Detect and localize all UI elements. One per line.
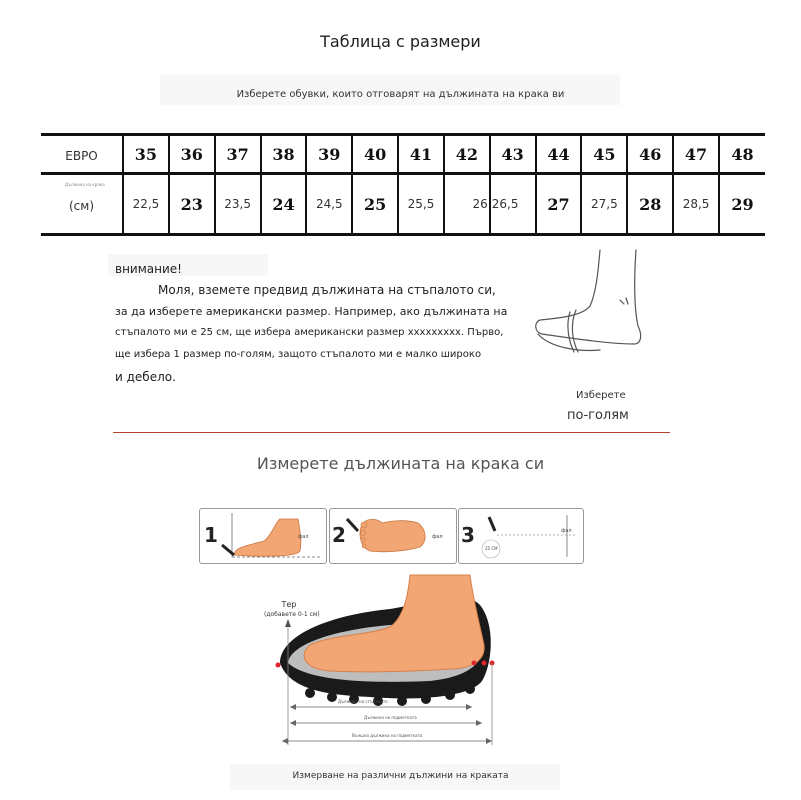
- length-label-sole: Дължина на подметката: [364, 715, 417, 720]
- size-cell-eu: 35: [123, 135, 169, 174]
- size-row-header-eu: ЕВРО: [41, 135, 123, 174]
- size-cell-eu: 45: [581, 135, 627, 174]
- size-cell-eu: 43: [490, 135, 536, 174]
- attention-heading: внимание!: [115, 262, 182, 276]
- step-number: 2: [332, 523, 346, 547]
- size-row-eu: [41, 135, 765, 174]
- section-divider: [113, 432, 670, 433]
- ruler-marker-label: 25 CM: [485, 546, 498, 551]
- size-cell-cm: 25,5: [398, 174, 444, 235]
- size-cell-cm: 28,5: [673, 174, 719, 235]
- size-row-cm: [41, 174, 765, 235]
- size-cell-eu: 42: [444, 135, 490, 174]
- choose-label: Изберете: [576, 390, 626, 401]
- size-cell-eu: 46: [627, 135, 673, 174]
- size-cell-cm: 23,5: [215, 174, 261, 235]
- size-cell-eu: 48: [719, 135, 765, 174]
- size-cell-cm: 27: [536, 174, 582, 235]
- page-title: Таблица с размери: [320, 32, 481, 51]
- size-cell-eu: 39: [306, 135, 352, 174]
- size-cell-cm: 29: [719, 174, 765, 235]
- top-label-sub: (добавете 0-1 см): [264, 611, 320, 618]
- step-tag: фал: [561, 528, 572, 534]
- size-cell-cm: 24: [261, 174, 307, 235]
- size-cell-cm: 26: [444, 174, 490, 235]
- step-tag: фал: [298, 534, 309, 540]
- step-panel-2: [329, 508, 457, 564]
- choose-value: по-голям: [567, 408, 629, 423]
- attention-line: ще избера 1 размер по-голям, защото стъпалото ми е малко широко: [115, 349, 482, 360]
- size-cell-cm: 25: [352, 174, 398, 235]
- step-number: 1: [204, 523, 218, 547]
- size-cell-eu: 47: [673, 135, 719, 174]
- attention-line: Моля, вземете предвид дължината на стъпалото си,: [158, 283, 496, 297]
- size-cell-eu: 40: [352, 135, 398, 174]
- step-panel-3: [458, 508, 584, 564]
- foot-length-hint: Дължина на крака: [65, 182, 105, 187]
- size-table: [41, 133, 765, 236]
- size-cell-eu: 38: [261, 135, 307, 174]
- size-row-header-cm: Дължина на крака (см): [41, 174, 123, 235]
- top-label: Тер: [281, 600, 297, 609]
- size-cell-cm: 28: [627, 174, 673, 235]
- step-number: 3: [461, 523, 475, 547]
- step-panel-1: [199, 508, 327, 564]
- bottom-caption: Измерване на различни дължини на краката: [292, 771, 509, 781]
- size-cell-eu: 37: [215, 135, 261, 174]
- size-cell-cm: 23: [169, 174, 215, 235]
- attention-line: стъпалото ми е 25 см, ще избера американски размер xxxxxxxxx. Първо,: [115, 327, 504, 338]
- size-cell-cm: 22,5: [123, 174, 169, 235]
- size-cell-eu: 41: [398, 135, 444, 174]
- size-cell-cm: 26,5: [490, 174, 536, 235]
- step-tag: фал: [432, 534, 443, 540]
- foot-sketch-illustration: [530, 248, 660, 358]
- size-cell-eu: 44: [536, 135, 582, 174]
- attention-line: и дебело.: [115, 370, 176, 384]
- attention-line: за да изберете американски размер. Например, ако дължината на: [115, 305, 508, 318]
- length-label-foot: Дължина на стъпалото: [338, 699, 388, 704]
- size-cell-cm: 24,5: [306, 174, 352, 235]
- size-cell-eu: 36: [169, 135, 215, 174]
- page-subtitle: Изберете обувки, които отговарят на дължината на крака ви: [236, 89, 565, 100]
- size-cell-cm: 27,5: [581, 174, 627, 235]
- length-label-outer: Външна дължина на подметката: [352, 733, 423, 738]
- measure-title: Измерете дължината на крака си: [256, 454, 545, 473]
- ruler-marking-icon: [477, 511, 581, 561]
- foot-in-shoe-illustration: [270, 565, 505, 750]
